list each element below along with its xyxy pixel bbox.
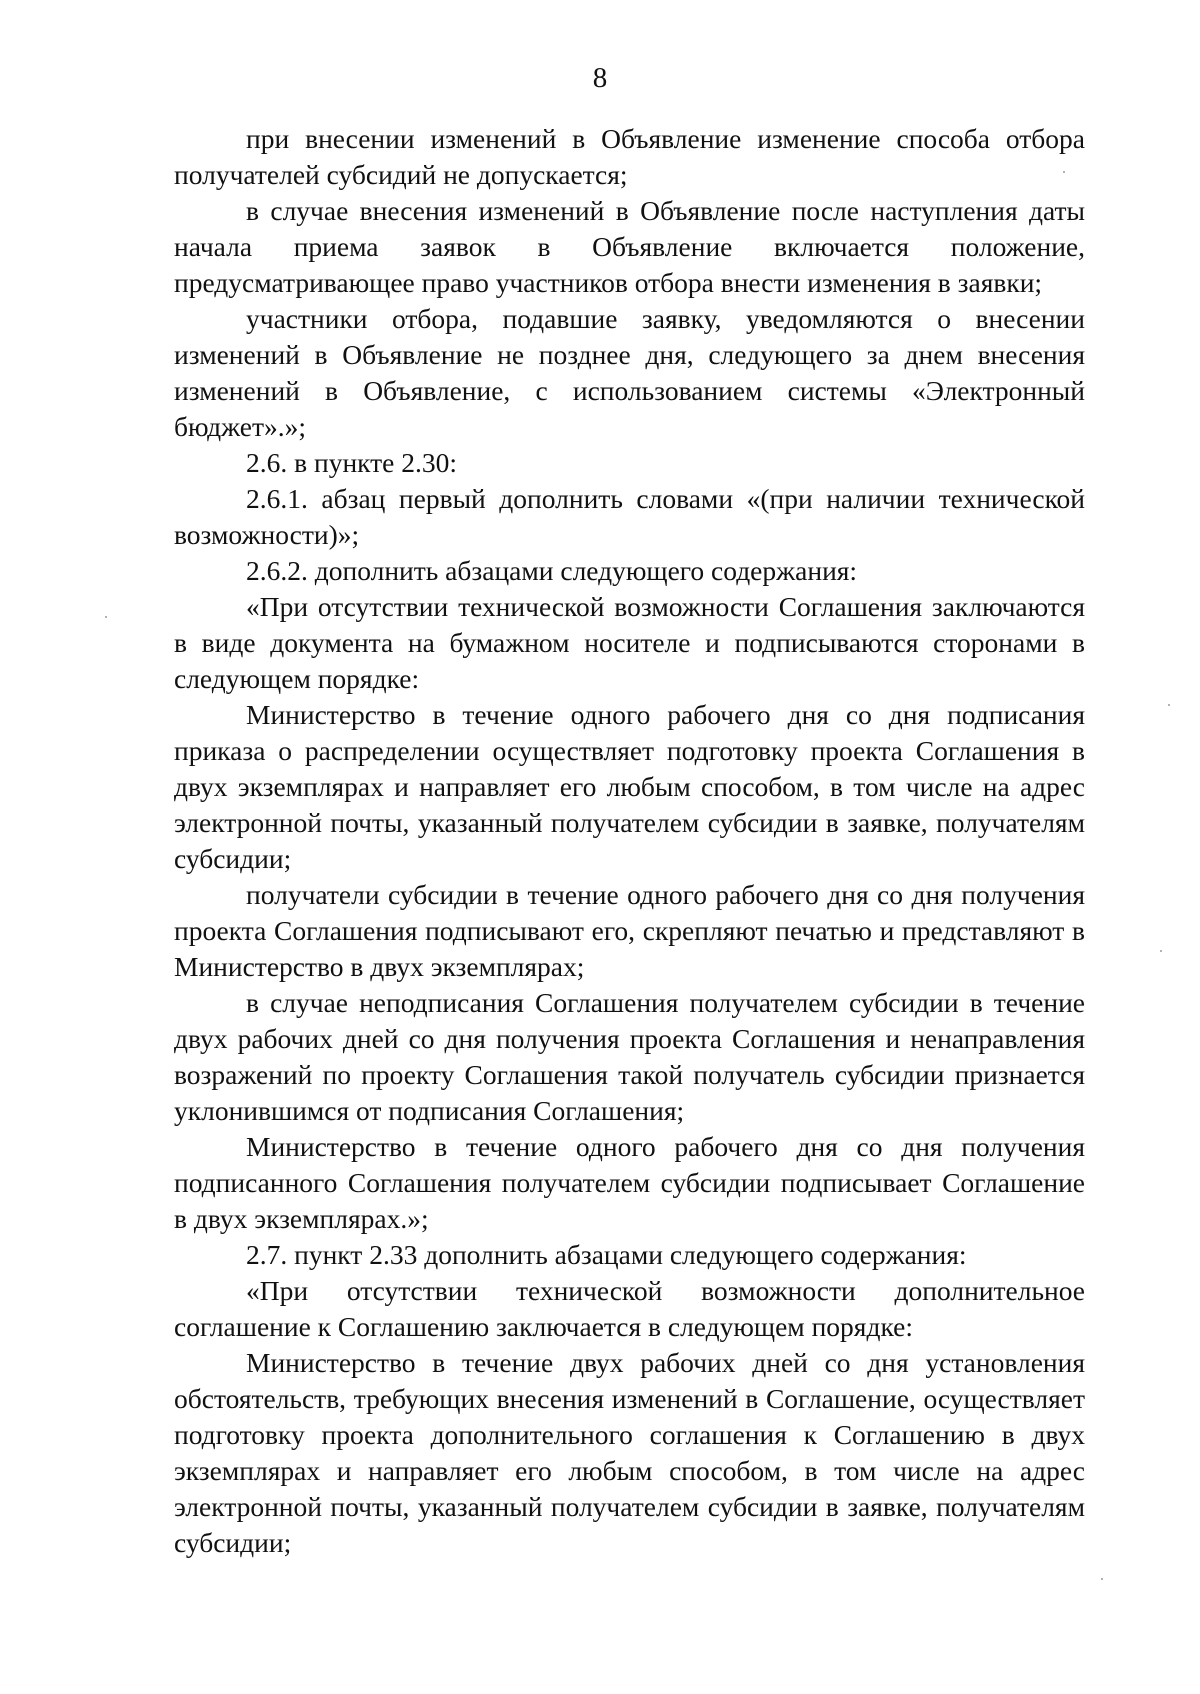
scan-speck xyxy=(1101,1578,1103,1580)
paragraph: в случае внесения изменений в Объявление после наступления даты начала приема заявок в Объявление включается положение, предусматривающее право участников отбора внести изменения в заявки; xyxy=(174,195,1085,298)
paragraph: 2.6. в пункте 2.30: xyxy=(246,447,458,478)
document-body xyxy=(174,121,1085,1561)
paragraph: Министерство в течение одного рабочего дня со дня подписания приказа о распределении осуществляет подготовку проекта Соглашения в двух экземплярах и направляет его любым способом, в том числе на адрес электронной почты, указанный получателем субсидии в заявке, получателям субсидии; xyxy=(174,699,1085,874)
paragraph: при внесении изменений в Объявление изменение способа отбора получателей субсидий не допускается; xyxy=(174,123,1085,190)
scan-speck xyxy=(105,616,107,618)
scan-speck xyxy=(1168,704,1170,706)
paragraph: в случае неподписания Соглашения получателем субсидии в течение двух рабочих дней со дня получения проекта Соглашения и ненаправления возражений по проекту Соглашения такой получатель субсидии признается уклонившимся от подписания Соглашения; xyxy=(174,987,1085,1126)
paragraph: 2.6.1. абзац первый дополнить словами «(при наличии технической возможности)»; xyxy=(174,483,1085,550)
paragraph: Министерство в течение одного рабочего дня со дня получения подписанного Соглашения получателем субсидии подписывает Соглашение в двух экземплярах.»; xyxy=(174,1131,1085,1234)
scan-speck xyxy=(1063,171,1065,173)
paragraph: 2.7. пункт 2.33 дополнить абзацами следующего содержания: xyxy=(246,1239,967,1270)
page-number: 8 xyxy=(592,62,608,94)
paragraph: участники отбора, подавшие заявку, уведомляются о внесении изменений в Объявление не позднее дня, следующего за днем внесения изменений в Объявление, с использованием системы «Электронный бюджет».»; xyxy=(174,303,1085,442)
paragraph: Министерство в течение двух рабочих дней со дня установления обстоятельств, требующих внесения изменений в Соглашение, осуществляет подготовку проекта дополнительного соглашения к Соглашению в двух экземплярах и направляет его любым способом, в том числе на адрес электронной почты, указанный получателем субсидии в заявке, получателям субсидии; xyxy=(174,1347,1085,1558)
paragraph: 2.6.2. дополнить абзацами следующего содержания: xyxy=(246,555,858,586)
paragraph: «При отсутствии технической возможности Соглашения заключаются в виде документа на бумажном носителе и подписываются сторонами в следующем порядке: xyxy=(174,591,1085,694)
paragraph: «При отсутствии технической возможности дополнительное соглашение к Соглашению заключается в следующем порядке: xyxy=(174,1275,1085,1342)
paragraph: получатели субсидии в течение одного рабочего дня со дня получения проекта Соглашения подписывают его, скрепляют печатью и представляют в Министерство в двух экземплярах; xyxy=(174,879,1085,982)
scan-speck xyxy=(1160,950,1162,952)
